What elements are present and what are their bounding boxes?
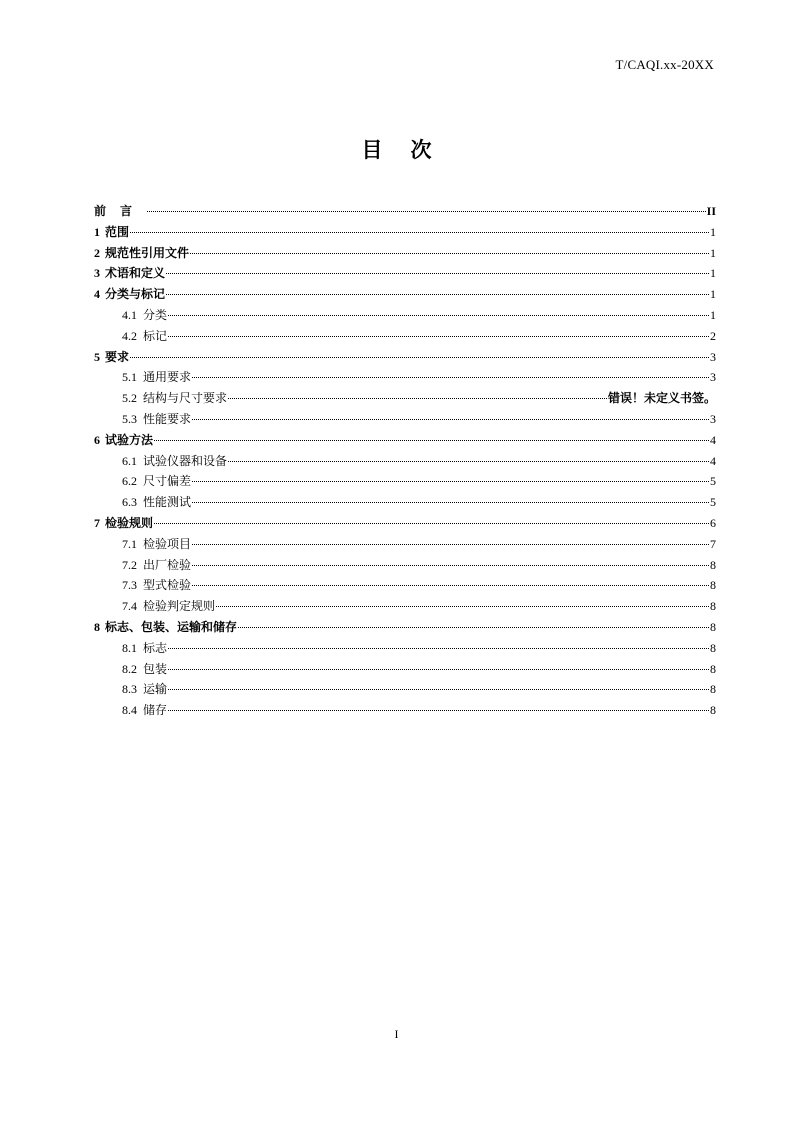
toc-entry-page: 3	[710, 411, 716, 426]
toc-entry-page: 5	[710, 495, 716, 510]
toc-entry-number: 8	[94, 619, 100, 634]
toc-entry-5-1[interactable]	[94, 367, 716, 388]
toc-entry-number: 7.2	[122, 557, 137, 572]
toc-entry-page: 4	[710, 432, 716, 447]
toc-entry-number: 6.2	[122, 474, 137, 489]
page-number: I	[394, 1027, 399, 1041]
toc-entry-page: 8	[710, 557, 716, 572]
toc-entry-5[interactable]	[94, 347, 716, 368]
toc-leader-dots	[190, 253, 709, 254]
toc-leader-dots	[192, 565, 709, 566]
toc-leader-dots	[130, 357, 709, 358]
toc-entry-title: 检验项目	[143, 536, 192, 551]
toc-leader-dots	[154, 523, 709, 524]
toc-entry-4-2[interactable]	[94, 326, 716, 347]
toc-entry-page-error: 错误！未定义书签。	[607, 391, 716, 406]
toc-leader-dots	[238, 627, 709, 628]
toc-entry-title: 前言	[94, 204, 147, 218]
toc-entry-page: 6	[710, 515, 716, 530]
toc-entry-title: 试验方法	[105, 432, 154, 447]
toc-entry-2[interactable]	[94, 243, 716, 264]
toc-entry-title: 尺寸偏差	[143, 474, 192, 489]
toc-entry-6-2[interactable]	[94, 471, 716, 492]
toc-leader-dots	[228, 461, 709, 462]
toc-entry-page: 8	[710, 640, 716, 655]
toc-leader-dots	[147, 211, 706, 212]
toc-entry-number: 2	[94, 245, 100, 260]
toc-entry-number: 4.1	[122, 307, 137, 322]
toc-entry-page: 5	[710, 474, 716, 489]
toc-entry-number: 5.2	[122, 391, 137, 406]
toc-entry-title: 结构与尺寸要求	[143, 391, 228, 406]
toc-entry-page: 2	[710, 328, 716, 343]
toc-entry-number: 7.4	[122, 599, 137, 614]
toc-entry-number: 5	[94, 349, 100, 364]
toc-entry-page: 8	[710, 578, 716, 593]
toc-entry-number: 7.1	[122, 536, 137, 551]
toc-leader-dots	[168, 669, 709, 670]
toc-entry-8-2[interactable]	[94, 659, 716, 680]
toc-entry-page: 8	[710, 661, 716, 676]
toc-entry-title: 储存	[143, 703, 168, 718]
toc-entry-7-1[interactable]	[94, 534, 716, 555]
toc-title: 目次	[361, 138, 460, 162]
toc-entry-number: 4	[94, 287, 100, 302]
toc-entry-title: 分类	[143, 307, 168, 322]
toc-entry-title: 标记	[143, 328, 168, 343]
toc-leader-dots	[216, 606, 709, 607]
toc-entry-page: 8	[710, 682, 716, 697]
toc-entry-page: 1	[710, 245, 716, 260]
toc-leader-dots	[192, 377, 709, 378]
toc-leader-dots	[192, 544, 709, 545]
toc-leader-dots	[168, 710, 709, 711]
toc-entry-title: 要求	[105, 349, 130, 364]
toc-entry-7-4[interactable]	[94, 596, 716, 617]
toc-entry-8-3[interactable]	[94, 679, 716, 700]
toc-entry-page: 1	[710, 287, 716, 302]
toc-entry-page: 3	[710, 370, 716, 385]
toc-entry-6-3[interactable]	[94, 492, 716, 513]
toc-entry-page: 1	[710, 224, 716, 239]
toc-entry-number: 5.3	[122, 411, 137, 426]
toc-entry-number: 7.3	[122, 578, 137, 593]
toc-entry-title: 出厂检验	[143, 557, 192, 572]
toc-entry-page: 4	[710, 453, 716, 468]
toc-entry-5-2[interactable]	[94, 388, 716, 409]
toc-entry-title: 范围	[105, 224, 130, 239]
toc-entry-title: 性能要求	[143, 411, 192, 426]
toc-leader-dots	[166, 294, 709, 295]
toc-entry-7-2[interactable]	[94, 555, 716, 576]
toc-entry-number: 6.3	[122, 495, 137, 510]
toc-entry-title: 术语和定义	[105, 266, 166, 281]
toc-leader-dots	[192, 481, 709, 482]
toc-entry-number: 8.1	[122, 640, 137, 655]
toc-leader-dots	[168, 648, 709, 649]
toc-entry-number: 8.2	[122, 661, 137, 676]
toc-leader-dots	[168, 689, 709, 690]
toc-leader-dots	[166, 273, 709, 274]
toc-entry-title: 规范性引用文件	[105, 245, 190, 260]
toc-entry-page: 1	[710, 266, 716, 281]
toc-entry-number: 3	[94, 266, 100, 281]
toc-entry-4[interactable]	[94, 284, 716, 305]
toc-entry-title: 型式检验	[143, 578, 192, 593]
toc-entry-title: 性能测试	[143, 495, 192, 510]
toc-leader-dots	[228, 398, 607, 399]
toc-entry-7-3[interactable]	[94, 575, 716, 596]
toc-entry-5-3[interactable]	[94, 409, 716, 430]
toc-entry-title: 通用要求	[143, 370, 192, 385]
toc-entry-7[interactable]	[94, 513, 716, 534]
toc-entry-title: 检验规则	[105, 515, 154, 530]
toc-entry-page: 1	[710, 307, 716, 322]
toc-entry-8-4[interactable]	[94, 700, 716, 721]
toc-entry-number: 8.4	[122, 703, 137, 718]
toc-entry-page: 8	[710, 703, 716, 718]
toc-leader-dots	[154, 440, 709, 441]
toc-entry-number: 1	[94, 224, 100, 239]
toc-leader-dots	[192, 502, 709, 503]
toc-leader-dots	[192, 419, 709, 420]
toc-entry-title: 标志、包装、运输和储存	[105, 619, 238, 634]
toc-entry-8[interactable]	[94, 617, 716, 638]
toc-leader-dots	[130, 232, 709, 233]
toc-entry-3[interactable]	[94, 263, 716, 284]
toc-entry-title: 试验仪器和设备	[143, 453, 228, 468]
toc-entry-page: II	[706, 204, 716, 218]
toc-entry-foreword[interactable]	[94, 201, 716, 222]
toc-entry-6[interactable]	[94, 430, 716, 451]
toc-entry-page: 3	[710, 349, 716, 364]
table-of-contents	[94, 201, 716, 721]
toc-leader-dots	[192, 585, 709, 586]
toc-leader-dots	[168, 336, 709, 337]
toc-entry-number: 6	[94, 432, 100, 447]
toc-entry-page: 7	[710, 536, 716, 551]
toc-entry-number: 4.2	[122, 328, 137, 343]
toc-entry-page: 8	[710, 619, 716, 634]
toc-entry-title: 检验判定规则	[143, 599, 216, 614]
document-code: T/CAQI.xx-20XX	[615, 57, 714, 72]
toc-entry-number: 6.1	[122, 453, 137, 468]
toc-entry-title: 运输	[143, 682, 168, 697]
toc-entry-number: 8.3	[122, 682, 137, 697]
toc-entry-6-1[interactable]	[94, 451, 716, 472]
toc-entry-4-1[interactable]	[94, 305, 716, 326]
toc-entry-title: 包装	[143, 661, 168, 676]
toc-entry-1[interactable]	[94, 222, 716, 243]
toc-entry-number: 7	[94, 515, 100, 530]
toc-entry-page: 8	[710, 599, 716, 614]
toc-entry-8-1[interactable]	[94, 638, 716, 659]
toc-entry-title: 标志	[143, 640, 168, 655]
toc-entry-title: 分类与标记	[105, 287, 166, 302]
toc-leader-dots	[168, 315, 709, 316]
toc-entry-number: 5.1	[122, 370, 137, 385]
